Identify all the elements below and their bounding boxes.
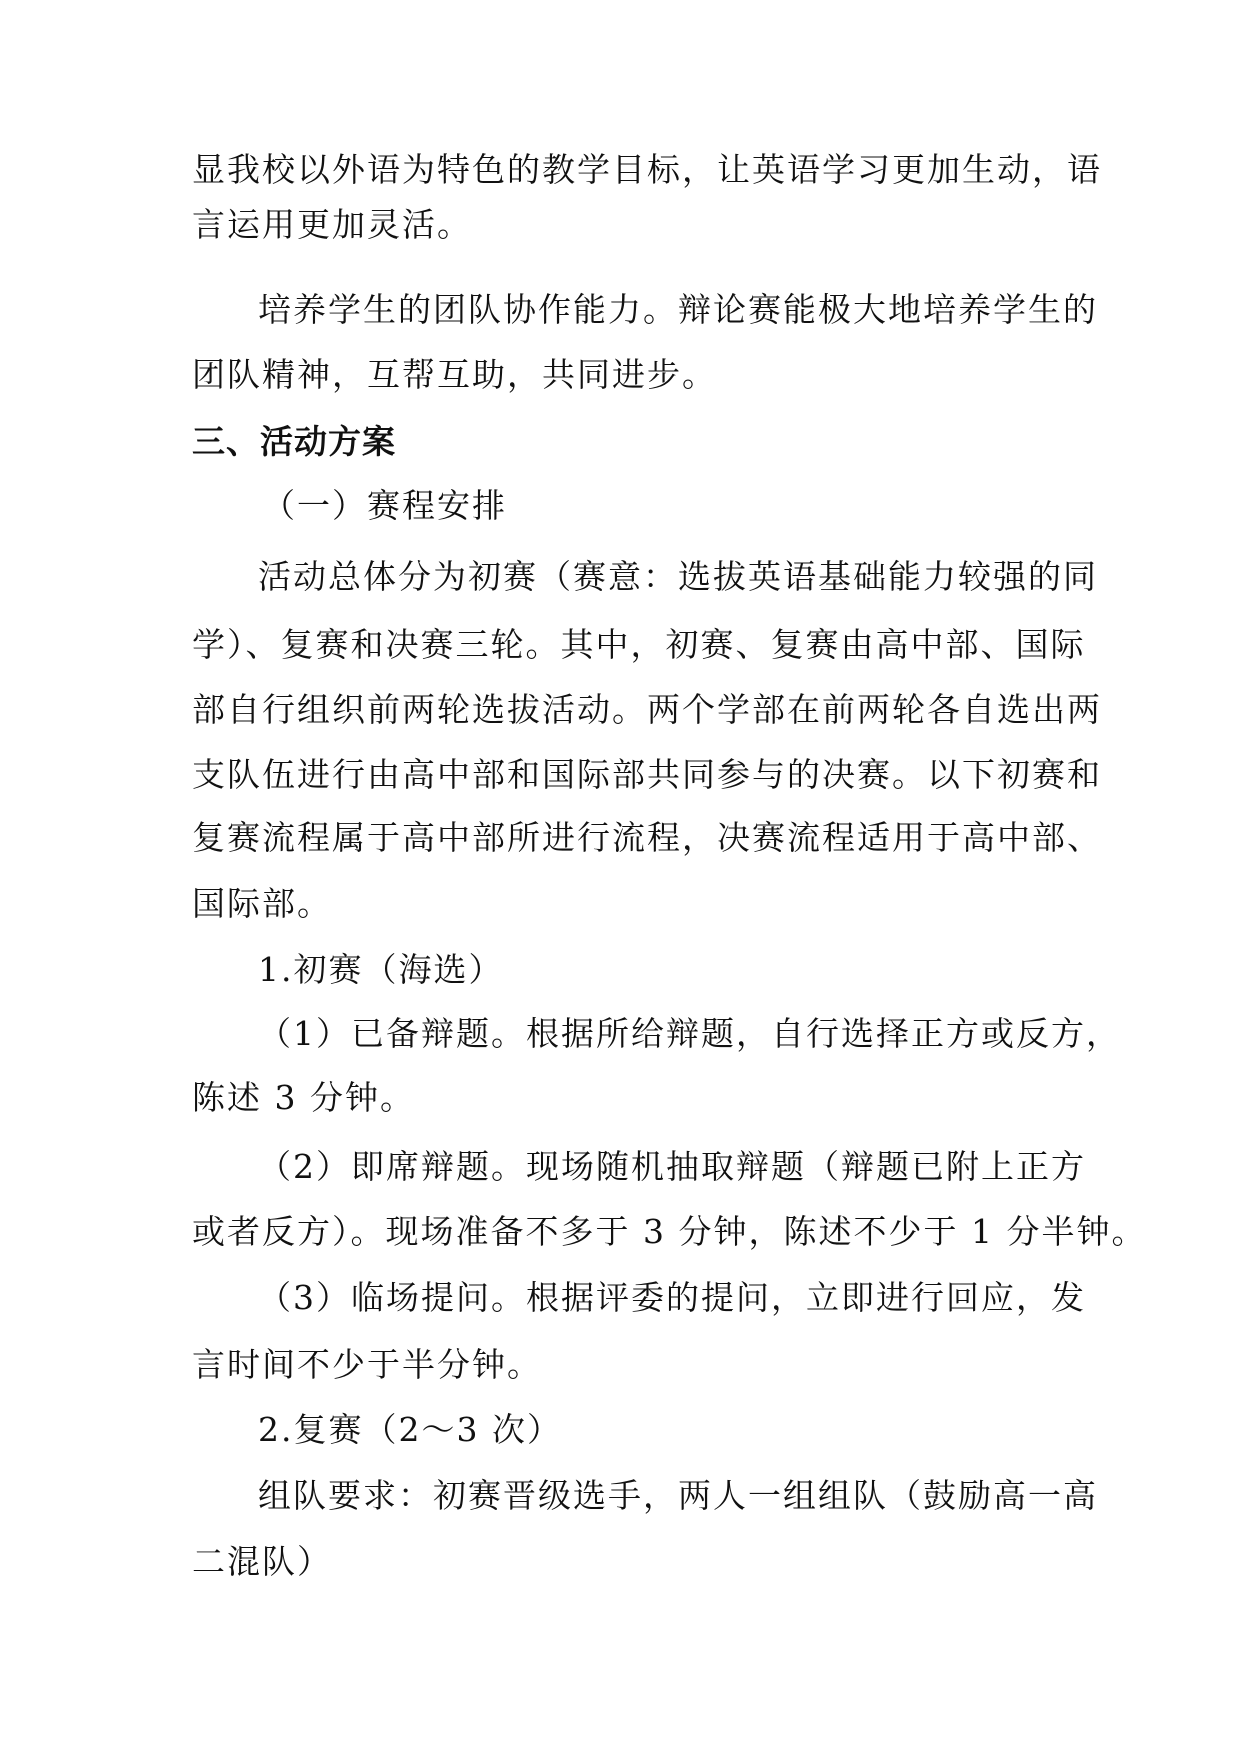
list-item: （3）临场提问。根据评委的提问，立即进行回应，发 bbox=[258, 1278, 1086, 1317]
paragraph-line: 显我校以外语为特色的教学目标，让英语学习更加生动，语 bbox=[192, 150, 1102, 189]
paragraph-line: 活动总体分为初赛（赛意：选拔英语基础能力较强的同 bbox=[258, 557, 1098, 596]
paragraph-line: 培养学生的团队协作能力。辩论赛能极大地培养学生的 bbox=[258, 290, 1098, 329]
paragraph-line: 团队精神，互帮互助，共同进步。 bbox=[192, 355, 717, 394]
list-item: （2）即席辩题。现场随机抽取辩题（辩题已附上正方 bbox=[258, 1147, 1086, 1186]
paragraph-line: 支队伍进行由高中部和国际部共同参与的决赛。以下初赛和 bbox=[192, 755, 1102, 794]
list-item-title: 1.初赛（海选） bbox=[258, 950, 504, 989]
paragraph-line: 部自行组织前两轮选拔活动。两个学部在前两轮各自选出两 bbox=[192, 690, 1102, 729]
list-item: 陈述 3 分钟。 bbox=[192, 1078, 415, 1117]
section-heading: 三、活动方案 bbox=[192, 422, 396, 461]
paragraph-line: 二混队） bbox=[192, 1542, 332, 1581]
paragraph-line: 国际部。 bbox=[192, 884, 332, 923]
paragraph-line: 组队要求：初赛晋级选手，两人一组组队（鼓励高一高 bbox=[258, 1476, 1098, 1515]
list-item-title: 2.复赛（2～3 次） bbox=[258, 1410, 562, 1449]
list-item: 或者反方）。现场准备不多于 3 分钟，陈述不少于 1 分半钟。 bbox=[192, 1212, 1147, 1251]
paragraph-line: 言运用更加灵活。 bbox=[192, 205, 472, 244]
paragraph-line: 学）、复赛和决赛三轮。其中，初赛、复赛由高中部、国际 bbox=[192, 625, 1086, 664]
subsection-heading: （一）赛程安排 bbox=[262, 486, 507, 525]
paragraph-line: 复赛流程属于高中部所进行流程，决赛流程适用于高中部、 bbox=[192, 818, 1102, 857]
list-item: （1）已备辩题。根据所给辩题，自行选择正方或反方， bbox=[258, 1014, 1121, 1053]
list-item: 言时间不少于半分钟。 bbox=[192, 1345, 542, 1384]
